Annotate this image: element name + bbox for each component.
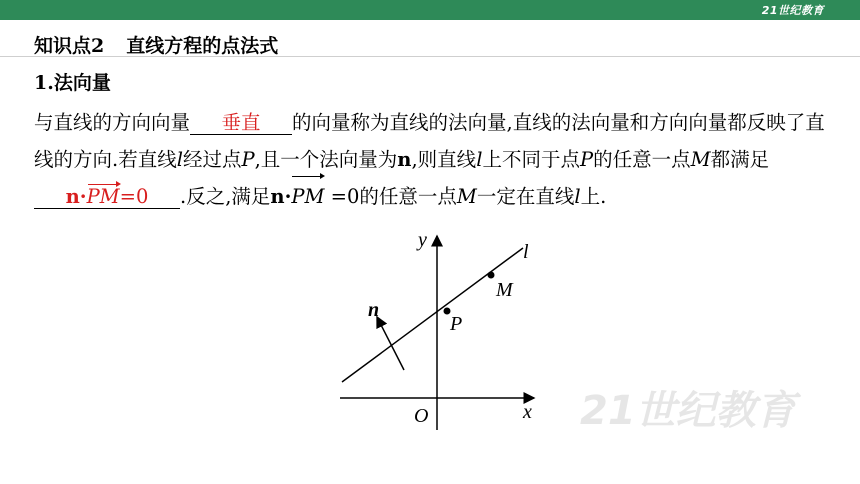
label-point-M: M <box>496 279 513 301</box>
blank-2-answer: n·PM=0 <box>65 185 149 208</box>
blank-1-answer: 垂直 <box>221 111 261 134</box>
label-point-P: P <box>450 313 463 335</box>
vector-PM: PM <box>291 178 324 215</box>
coordinate-diagram <box>330 222 550 432</box>
normal-vector-arrow <box>377 317 404 370</box>
subsection-number: 1 <box>34 72 48 94</box>
label-y: y <box>418 229 427 251</box>
definition-paragraph: 与直线的方向向量 垂直 的向量称为直线的法向量,直线的法向量和方向向量都反映了直线的方向.若直线l经过点P,且一个法向量为n,则直线l上不同于点P的任意一点M都满足n·PM=0 .反之,满足n·PM =0的任意一点M一定在直线l上. <box>34 104 834 215</box>
point-M <box>488 272 495 279</box>
subsection-heading <box>34 68 111 95</box>
section-title: 直线方程的点法式 <box>126 35 279 57</box>
section-heading <box>34 31 278 58</box>
fill-blank-1 <box>190 112 292 135</box>
label-normal-n: n <box>368 299 380 321</box>
label-x: x <box>523 401 532 423</box>
watermark-logo <box>540 376 840 456</box>
label-origin: O <box>414 405 429 427</box>
label-line-l: l <box>523 241 529 263</box>
section-number: 知识点2 <box>34 35 105 57</box>
fill-blank-2 <box>34 186 180 209</box>
subsection-title: .法向量 <box>47 72 111 94</box>
watermark-text: 21世纪教育 <box>580 388 796 434</box>
top-banner <box>0 0 860 20</box>
brand-logo: 21世纪教育 <box>761 4 824 17</box>
